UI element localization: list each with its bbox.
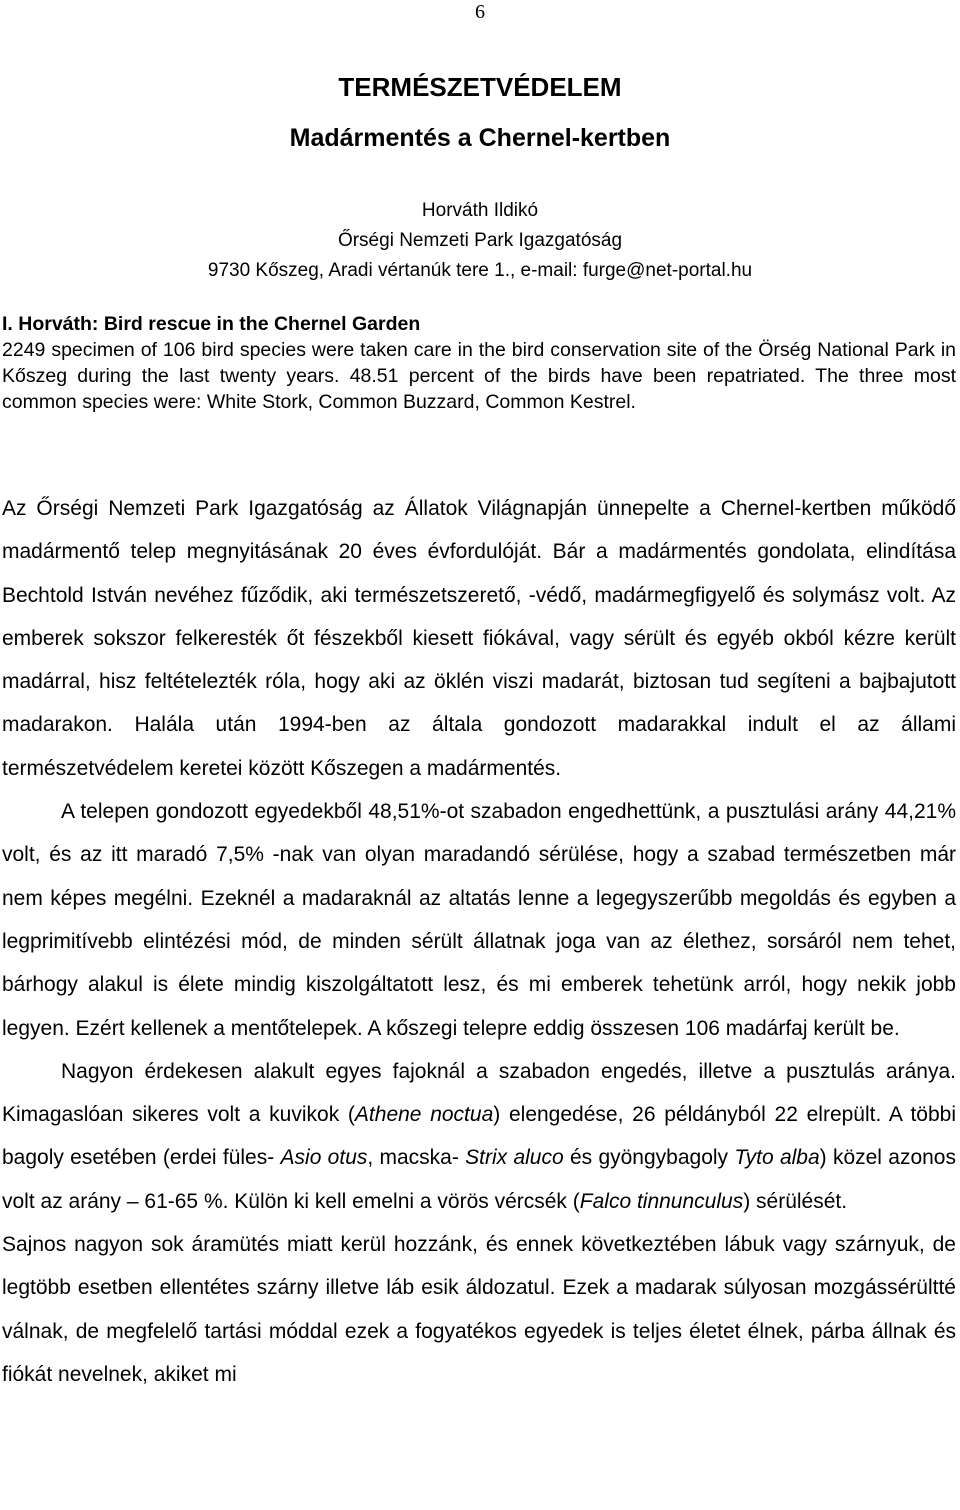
species-falco-tinnunculus: Falco tinnunculus bbox=[579, 1189, 744, 1213]
article-subtitle: Madármentés a Chernel-kertben bbox=[289, 124, 671, 152]
paragraph-2: A telepen gondozott egyedekből 48,51%-ot szabadon engedhettünk, a pusztulási arány 44,21% volt, és az itt maradó 7,5% -nak van olyan maradandó sérülése, hogy a szabad természetben már nem képes megélni. Ezeknél a madaraknál az altatás lenne a legegyszerűbb megoldás és egyben a legprimitívebb elintézési mód, de minden sérült állatnak joga van az élethez, sorsáról nem tehet, bárhogy alakul is élete mindig kiszolgáltatott lesz, és mi emberek tehetünk arról, hogy nekik jobb legyen. Ezért kellenek a mentőtelepek. A kőszegi telepre eddig összesen 106 madárfaj került be. bbox=[2, 800, 956, 1040]
paragraph-4: Sajnos nagyon sok áramütés miatt kerül hozzánk, és ennek következtében lábuk vagy szárnyuk, de legtöbb esetben ellentétes szárny illetve láb esik áldozatul. Ezek a madarak súlyosan mozgássérültté válnak, de megfelelő tartási móddal ezek a fogyatékos egyedek is teljes életet élnek, párba állnak és fiókát nevelnek, akiket mi bbox=[2, 1233, 956, 1386]
english-abstract bbox=[2, 311, 956, 415]
author-address: 9730 Kőszeg, Aradi vértanúk tere 1., e-mail: furge@net-portal.hu bbox=[207, 260, 753, 281]
page-title: TERMÉSZETVÉDELEM bbox=[338, 72, 622, 102]
paragraph-3-text-6: ) sérülését. bbox=[743, 1189, 848, 1213]
author-name: Horváth Ildikó bbox=[421, 200, 539, 221]
paragraph-3-text-5: ) közel azonos volt az arány – 61-65 %. Külön ki kell emelni a vörös vércsék ( bbox=[2, 1146, 956, 1213]
paragraph-3 bbox=[2, 1050, 956, 1223]
author-block bbox=[0, 196, 960, 286]
author-organization: Őrségi Nemzeti Park Igazgatóság bbox=[337, 230, 623, 251]
paragraph-1: Az Őrségi Nemzeti Park Igazgatóság az Állatok Világnapján ünnepelte a Chernel-kertben működő madármentő telep megnyitásának 20 éves évfordulóját. Bár a madármentés gondolata, elindítása Bechtold István nevéhez fűződik, aki természetszerető, -védő, madármegfigyelő és solymász volt. Az emberek sokszor felkeresték őt fészekből kiesett fiókával, vagy sérült és egyéb okból kézre került madárral, hisz feltételezték róla, hogy aki az öklén viszi madarát, biztosan tud segíteni a bajbajutott madarakon. Halála után 1994-ben az általa gondozott madarakkal indult el az állami természetvédelem keretei között Kőszegen a madármentés. bbox=[2, 497, 956, 780]
page-number: 6 bbox=[475, 1, 485, 23]
paragraph-3-text-2: ) elengedése, 26 példányból 22 elrepült. A többi bagoly esetében (erdei füles- bbox=[2, 1103, 956, 1170]
species-athene-noctua: Athene noctua bbox=[354, 1103, 494, 1127]
paragraph-3-text-3: , macska- bbox=[367, 1146, 466, 1170]
article-body bbox=[2, 487, 956, 1396]
species-tyto-alba: Tyto alba bbox=[734, 1146, 820, 1170]
abstract-title: I. Horváth: Bird rescue in the Chernel Garden bbox=[2, 313, 421, 335]
paragraph-3-text-1: Nagyon érdekesen alakult egyes fajoknál a szabadon engedés, illetve a pusztulás aránya. Kimagaslóan sikeres volt a kuvikok ( bbox=[2, 1059, 956, 1127]
species-asio-otus: Asio otus bbox=[280, 1146, 368, 1170]
species-strix-aluco: Strix aluco bbox=[465, 1146, 564, 1170]
paragraph-3-text-4: és gyöngybagoly bbox=[563, 1146, 735, 1170]
abstract-text: 2249 specimen of 106 bird species were taken care in the bird conservation site of the Örség National Park in Kőszeg during the last twenty years. 48.51 percent of the birds have been repatriated. The three most common species were: White Stork, Common Buzzard, Common Kestrel. bbox=[2, 339, 956, 413]
